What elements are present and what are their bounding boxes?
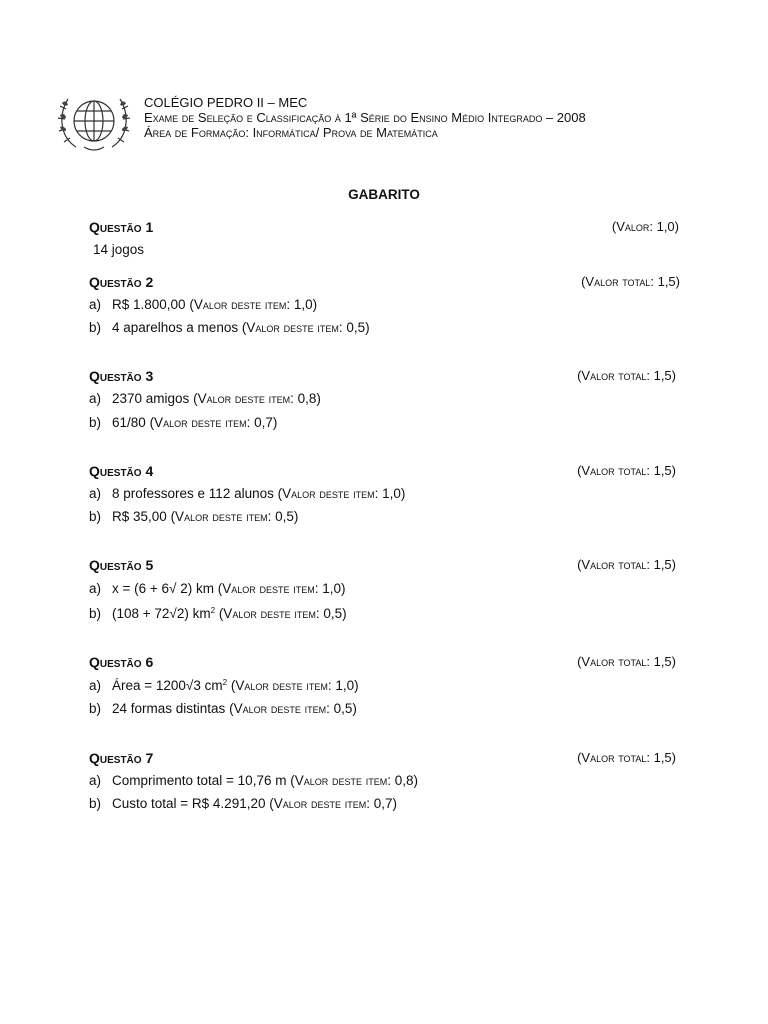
item-answer: 61/80 [112, 415, 146, 430]
question-label: Questão 1 [89, 219, 154, 235]
item-value: (Valor deste item: 1,0) [277, 486, 406, 501]
question-value: (Valor total: 1,5) [577, 368, 676, 383]
item-value: (Valor deste item: 0,8) [193, 391, 321, 406]
question-value: (Valor total: 1,5) [577, 463, 676, 478]
item-answer: 8 professores e 112 alunos [112, 486, 274, 501]
item-value: (Valor deste item: 1,0) [230, 678, 359, 693]
question-2-header [89, 274, 680, 290]
item-answer: Área = 1200√3 cm [112, 678, 223, 693]
question-3-header [89, 368, 676, 384]
item-value: (Valor deste item: 0,7) [269, 796, 398, 811]
question-value: (Valor total: 1,5) [577, 750, 676, 765]
item-value: (Valor deste item: 0,5) [218, 606, 347, 621]
question-7-header [89, 750, 676, 766]
question-6-header [89, 654, 676, 670]
question-1-answer: 14 jogos [93, 242, 145, 257]
superscript: 2 [210, 606, 216, 615]
item-answer: Comprimento total = 10,76 m [112, 773, 287, 788]
item-answer: 2370 amigos [112, 391, 190, 406]
question-2-item-b: b) 4 aparelhos a menos (Valor deste item: 0,5) [89, 320, 370, 335]
item-answer: R$ 35,00 [112, 509, 167, 524]
question-3-item-a: a) 2370 amigos (Valor deste item: 0,8) [89, 391, 321, 406]
question-3-item-b: b) 61/80 (Valor deste item: 0,7) [89, 415, 278, 430]
question-1-header [89, 219, 679, 235]
page-title: GABARITO [348, 187, 420, 202]
question-4-item-b: b) R$ 35,00 (Valor deste item: 0,5) [89, 509, 299, 524]
question-6-item-b: b) 24 formas distintas (Valor deste item: 0,5) [89, 701, 357, 716]
question-4-header [89, 463, 676, 479]
question-label: Questão 7 [89, 750, 154, 766]
question-value: (Valor total: 1,5) [581, 274, 680, 289]
exam-area: Área de Formação: Informática/ Prova de Matemática [144, 125, 438, 140]
colegio-pedro-ii-crest-icon [56, 89, 132, 155]
item-value: (Valor deste item: 1,0) [189, 297, 318, 312]
question-7-item-b: b) Custo total = R$ 4.291,20 (Valor deste item: 0,7) [89, 796, 398, 811]
question-value: (Valor total: 1,5) [577, 654, 676, 669]
question-4-item-a: a) 8 professores e 112 alunos (Valor deste item: 1,0) [89, 486, 406, 501]
item-value: (Valor deste item: 0,8) [290, 773, 419, 788]
item-answer: x = (6 + 6√ 2) km [112, 581, 214, 596]
item-answer: 4 aparelhos a menos [112, 320, 239, 335]
item-answer: Custo total = R$ 4.291,20 [112, 796, 266, 811]
item-value: (Valor deste item: 0,5) [170, 509, 299, 524]
item-value: (Valor deste item: 0,5) [229, 701, 357, 716]
question-5-item-b: b) (108 + 72√2) $km^2$ (Valor deste item: 0,5) [89, 606, 347, 621]
superscript: 2 [222, 678, 228, 687]
item-answer: R$ 1.800,00 [112, 297, 186, 312]
question-2-item-a: a) R$ 1.800,00 (Valor deste item: 1,0) [89, 297, 318, 312]
exam-header [144, 95, 586, 140]
question-label: Questão 3 [89, 368, 154, 384]
question-value: (Valor: 1,0) [611, 219, 679, 234]
question-label: Questão 2 [89, 274, 154, 290]
item-value: (Valor deste item: 1,0) [217, 581, 346, 596]
question-label: Questão 4 [89, 463, 154, 479]
item-answer: (108 + 72√2) km [112, 606, 211, 621]
item-value: (Valor deste item: 0,7) [149, 415, 278, 430]
institution-name: COLÉGIO PEDRO II – MEC [144, 95, 308, 110]
question-value: (Valor total: 1,5) [577, 557, 676, 572]
exam-name: Exame de Seleção e Classificação à 1ª Série do Ensino Médio Integrado – 2008 [144, 110, 586, 125]
item-answer: 24 formas distintas [112, 701, 226, 716]
item-value: (Valor deste item: 0,5) [241, 320, 370, 335]
question-7-item-a: a) Comprimento total = 10,76 m (Valor deste item: 0,8) [89, 773, 419, 788]
question-5-header [89, 557, 676, 573]
question-6-item-a: a) Área = 1200√3 $cm^2$ (Valor deste item: 1,0) [89, 678, 359, 693]
question-label: Questão 6 [89, 654, 154, 670]
question-5-item-a: a) x = (6 + 6√ 2) km (Valor deste item: 1,0) [89, 581, 346, 596]
question-label: Questão 5 [89, 557, 154, 573]
